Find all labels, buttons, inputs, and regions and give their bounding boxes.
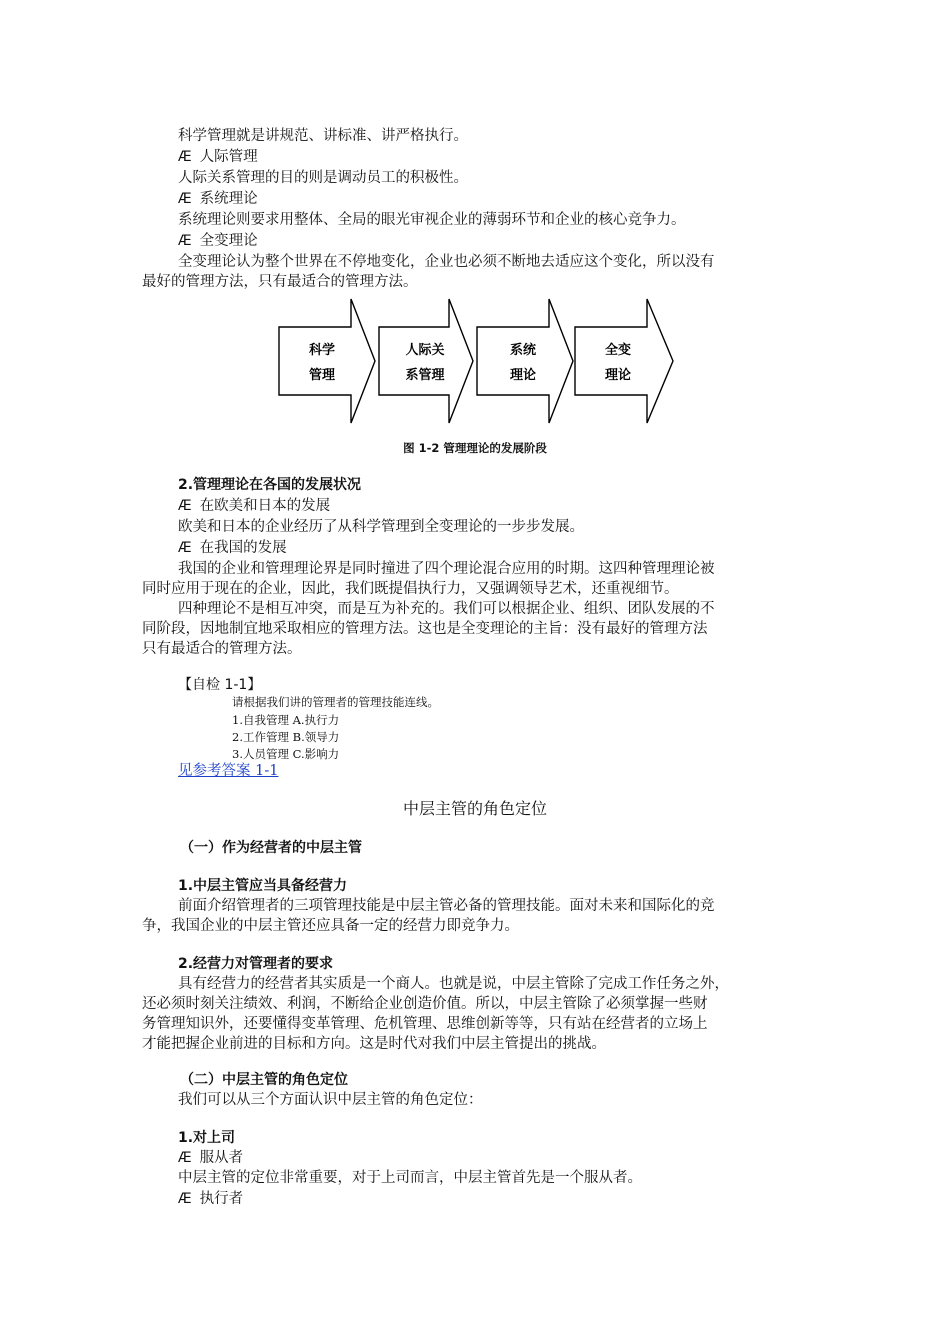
bullet-icon: Æ — [178, 149, 192, 165]
paragraph: 我们可以从三个方面认识中层主管的角色定位： — [178, 1092, 483, 1108]
bullet-item — [178, 189, 258, 209]
part-heading: （二）中层主管的角色定位 — [180, 1072, 348, 1088]
figure-caption: 图 1-2 管理理论的发展阶段 — [403, 441, 547, 455]
paragraph-continuation: 同阶段，因地制宜地采取相应的管理方法。这也是全变理论的主旨：没有最好的管理方法 — [142, 621, 708, 637]
paragraph: 系统理论则要求用整体、全局的眼光审视企业的薄弱环节和企业的核心竞争力。 — [178, 212, 686, 228]
paragraph-continuation: 只有最适合的管理方法。 — [142, 641, 302, 657]
paragraph-continuation: 还必须时刻关注绩效、利润，不断给企业创造价值。所以，中层主管除了必须掌握一些财 — [142, 996, 708, 1012]
bullet-text: 人际管理 — [199, 149, 258, 165]
paragraph-continuation: 同时应用于现在的企业，因此，我们既提倡执行力，又强调领导艺术，还重视细节。 — [142, 581, 679, 597]
paragraph: 前面介绍管理者的三项管理技能是中层主管必备的管理技能。面对未来和国际化的竞 — [178, 898, 715, 914]
bullet-text: 执行者 — [199, 1191, 244, 1207]
paragraph-continuation: 最好的管理方法，只有最适合的管理方法。 — [142, 274, 418, 290]
subheading: 2.经营力对管理者的要求 — [178, 956, 334, 972]
paragraph: 科学管理就是讲规范、讲标准、讲严格执行。 — [178, 128, 468, 144]
paragraph: 我国的企业和管理理论界是同时撞进了四个理论混合应用的时期。这四种管理理论被 — [178, 561, 715, 577]
stage-arrow-2 — [379, 299, 473, 423]
bullet-text: 服从者 — [199, 1150, 244, 1166]
bullet-text: 在欧美和日本的发展 — [199, 498, 331, 514]
stage-2-line-1: 人际关 — [405, 343, 445, 358]
paragraph: 欧美和日本的企业经历了从科学管理到全变理论的一步步发展。 — [178, 519, 584, 535]
stage-1-line-2: 管理 — [308, 368, 336, 383]
bullet-icon: Æ — [178, 1191, 192, 1207]
bullet-text: 在我国的发展 — [199, 540, 287, 556]
paragraph: 具有经营力的经营者其实质是一个商人。也就是说，中层主管除了完成工作任务之外， — [178, 976, 729, 992]
bullet-icon: Æ — [178, 1150, 192, 1166]
bullet-text: 全变理论 — [199, 233, 258, 249]
bullet-icon: Æ — [178, 540, 192, 556]
selfcheck-item: 2.工作管理 B.领导力 — [232, 730, 340, 744]
bullet-icon: Æ — [178, 191, 192, 207]
selfcheck-item: 3.人员管理 C.影响力 — [232, 747, 340, 761]
stage-4-line-2: 理论 — [604, 368, 632, 383]
stage-arrow-4 — [575, 299, 673, 423]
subheading: 1.对上司 — [178, 1130, 236, 1146]
subheading: 1.中层主管应当具备经营力 — [178, 878, 348, 894]
part-heading: （一）作为经营者的中层主管 — [180, 840, 362, 856]
stage-3-line-2: 理论 — [509, 368, 537, 383]
section-title: 中层主管的角色定位 — [402, 799, 547, 818]
section-heading: 2.管理理论在各国的发展状况 — [178, 477, 362, 493]
answer-link[interactable]: 见参考答案 1-1 — [178, 763, 279, 779]
bullet-item — [178, 496, 330, 516]
bullet-item — [178, 1148, 243, 1168]
bullet-text: 系统理论 — [199, 191, 258, 207]
selfcheck-prompt: 请根据我们讲的管理者的管理技能连线。 — [232, 695, 439, 709]
bullet-icon: Æ — [178, 498, 192, 514]
stage-2-line-2: 系管理 — [405, 368, 445, 383]
paragraph: 中层主管的定位非常重要，对于上司而言，中层主管首先是一个服从者。 — [178, 1170, 642, 1186]
paragraph-continuation: 争，我国企业的中层主管还应具备一定的经营力即竞争力。 — [142, 918, 519, 934]
paragraph: 四种理论不是相互冲突，而是互为补充的。我们可以根据企业、组织、团队发展的不 — [178, 601, 715, 617]
paragraph: 全变理论认为整个世界在不停地变化，企业也必须不断地去适应这个变化，所以没有 — [178, 254, 715, 270]
bullet-item — [178, 231, 258, 251]
bullet-item — [178, 147, 258, 167]
paragraph-continuation: 才能把握企业前进的目标和方向。这是时代对我们中层主管提出的挑战。 — [142, 1036, 606, 1052]
selfcheck-item: 1.自我管理 A.执行力 — [232, 713, 340, 727]
stage-arrow-3 — [477, 299, 573, 423]
stage-3-line-1: 系统 — [509, 343, 537, 358]
stage-arrow-1 — [279, 299, 375, 423]
bullet-icon: Æ — [178, 233, 192, 249]
bullet-item — [178, 1189, 243, 1209]
stage-1-line-1: 科学 — [308, 343, 336, 358]
bullet-item — [178, 538, 287, 558]
paragraph-continuation: 务管理知识外，还要懂得变革管理、危机管理、思维创新等等，只有站在经营者的立场上 — [142, 1016, 708, 1032]
selfcheck-title: 【自检 1-1】 — [178, 677, 262, 693]
paragraph: 人际关系管理的目的则是调动员工的积极性。 — [178, 170, 468, 186]
stage-4-line-1: 全变 — [604, 343, 632, 358]
stages-diagram — [276, 296, 678, 428]
